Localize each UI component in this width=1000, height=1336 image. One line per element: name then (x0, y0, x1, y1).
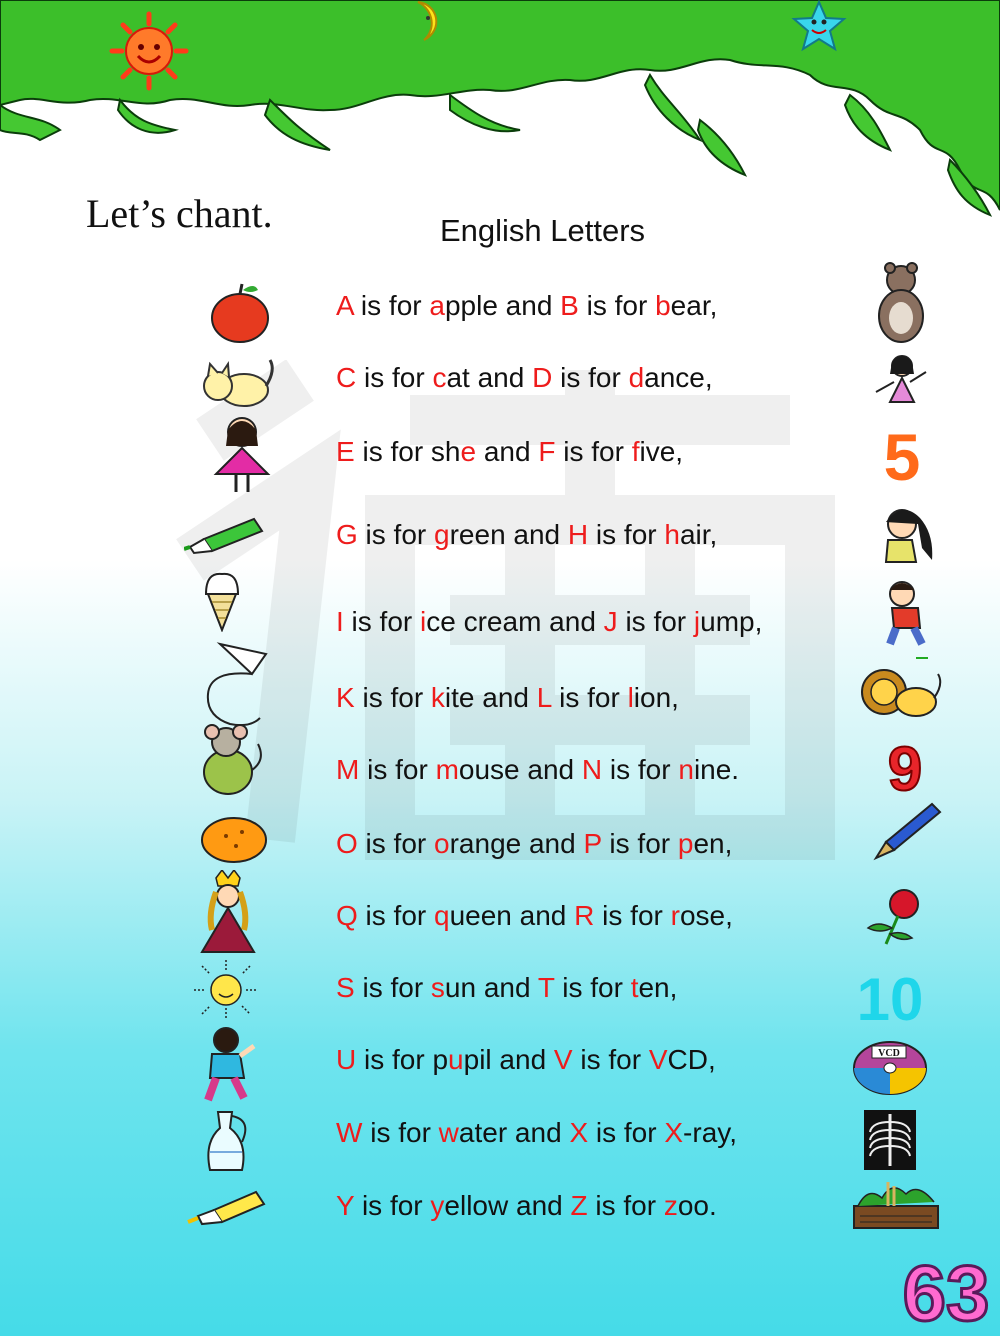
highlight-letter: S (336, 972, 355, 1003)
highlight-letter: M (336, 754, 360, 785)
cat-icon (196, 350, 276, 420)
line-text: ump, (700, 606, 763, 637)
line-text: is for (578, 290, 656, 321)
chant-line (336, 362, 713, 394)
highlight-letter: H (567, 519, 589, 550)
line-text: is for (555, 436, 632, 467)
line-text: ellow and (444, 1190, 571, 1221)
highlight-letter: i (420, 606, 427, 637)
highlight-letter: R (574, 900, 595, 931)
chant-line (336, 900, 733, 932)
line-text: pil and (463, 1044, 554, 1075)
highlight-letter: B (560, 290, 579, 321)
line-text: pple and (444, 290, 561, 321)
crescent-moon-icon (398, 0, 446, 42)
line-text: ueen and (449, 900, 575, 931)
line-text: ear, (670, 290, 718, 321)
highlight-letter: m (435, 754, 459, 785)
highlight-letter: j (693, 606, 701, 637)
chant-line (336, 682, 679, 714)
highlight-letter: p (677, 828, 694, 859)
lets-chant-heading: Let’s chant. (86, 191, 273, 236)
line-text: ce cream and (426, 606, 604, 637)
chant-line (336, 1044, 716, 1076)
highlight-letter: F (538, 436, 556, 467)
line-text: ive, (639, 436, 684, 467)
line-text: is for (552, 362, 629, 393)
chant-line (336, 754, 739, 786)
line-text: is for (357, 828, 435, 859)
chant-line (336, 290, 717, 322)
number-five-icon (872, 422, 932, 488)
line-text: is for (356, 362, 433, 393)
bear-icon (870, 260, 932, 348)
highlight-letter: T (537, 972, 555, 1003)
line-text: reen and (449, 519, 568, 550)
highlight-letter: D (532, 362, 553, 393)
lion-icon (860, 664, 944, 722)
highlight-letter: W (336, 1117, 363, 1148)
highlight-letter: U (336, 1044, 357, 1075)
highlight-letter: E (336, 436, 355, 467)
smiling-star-icon (790, 0, 848, 52)
highlight-letter: Y (336, 1190, 355, 1221)
number-nine-text: 9 (887, 735, 923, 796)
apple-icon (206, 280, 286, 350)
line-text: ite and (444, 682, 537, 713)
orange-icon (196, 806, 276, 876)
chant-line (336, 1117, 737, 1149)
chant-line (336, 1190, 717, 1222)
jumping-boy-icon (872, 578, 944, 662)
line-text: oo. (677, 1190, 717, 1221)
line-text: is for (554, 972, 631, 1003)
line-text: is for (354, 682, 431, 713)
line-text: is for (359, 754, 436, 785)
highlight-letter: G (336, 519, 358, 550)
highlight-letter: y (430, 1190, 445, 1221)
page-number (898, 1250, 994, 1330)
highlight-letter: s (430, 972, 445, 1003)
chant-line (336, 519, 717, 551)
sun-icon (194, 960, 258, 1020)
line-text: ater and (458, 1117, 570, 1148)
highlight-letter: t (630, 972, 639, 1003)
highlight-letter: o (434, 828, 450, 859)
line-text: range and (449, 828, 584, 859)
line-text: CD, (667, 1044, 716, 1075)
green-paint-tube-icon (184, 505, 270, 575)
dancing-girl-icon (870, 352, 932, 418)
highlight-letter: b (655, 290, 671, 321)
highlight-letter: V (553, 1044, 573, 1075)
water-jug-icon (198, 1108, 254, 1174)
highlight-letter: X (569, 1117, 589, 1148)
girl-hair-icon (872, 500, 942, 572)
highlight-letter: K (336, 682, 355, 713)
highlight-letter: d (628, 362, 645, 393)
line-text: is for (362, 1117, 439, 1148)
line-text: at and (446, 362, 533, 393)
line-text: is for p (356, 1044, 449, 1075)
line-text: is for (343, 606, 421, 637)
line-text: is for sh (354, 436, 461, 467)
highlight-letter: g (434, 519, 450, 550)
pupil-icon (192, 1024, 262, 1108)
girl-icon (202, 412, 282, 502)
highlight-letter: N (581, 754, 603, 785)
highlight-letter: l (627, 682, 634, 713)
line-text: ion, (633, 682, 679, 713)
highlight-letter: r (670, 900, 680, 931)
line-text: -ray, (683, 1117, 737, 1148)
highlight-letter: a (429, 290, 445, 321)
highlight-letter: O (336, 828, 358, 859)
line-text: is for (551, 682, 628, 713)
highlight-letter: f (631, 436, 640, 467)
line-text: is for (588, 519, 665, 550)
kite-icon (200, 640, 272, 730)
highlight-letter: L (536, 682, 552, 713)
highlight-letter: c (432, 362, 447, 393)
line-text: is for (357, 900, 435, 931)
highlight-letter: X (664, 1117, 684, 1148)
line-text: en, (638, 972, 678, 1003)
line-text: is for (354, 1190, 431, 1221)
yellow-paint-tube-icon (184, 1186, 270, 1236)
line-text: ance, (644, 362, 713, 393)
chant-line (336, 606, 762, 638)
highlight-letter: q (434, 900, 450, 931)
chant-title: English Letters (440, 213, 646, 248)
line-text: is for (572, 1044, 649, 1075)
highlight-letter: J (603, 606, 618, 637)
zoo-icon (848, 1176, 944, 1232)
ice-cream-icon (198, 568, 246, 632)
rose-icon (862, 886, 934, 948)
line-text: en, (693, 828, 733, 859)
mouse-icon (186, 720, 270, 804)
page-number-text: 63 (902, 1250, 990, 1330)
line-text: un and (444, 972, 538, 1003)
highlight-letter: V (648, 1044, 668, 1075)
line-text: ose, (679, 900, 733, 931)
highlight-letter: A (336, 290, 354, 321)
line-text: is for (353, 290, 430, 321)
line-text: is for (617, 606, 694, 637)
line-text: is for (587, 1190, 664, 1221)
chant-line (336, 436, 683, 468)
number-ten-text: 10 (856, 966, 924, 1026)
line-text: is for (602, 754, 679, 785)
line-text: air, (679, 519, 718, 550)
line-text: ouse and (458, 754, 582, 785)
number-ten-icon (848, 966, 932, 1026)
highlight-letter: P (583, 828, 602, 859)
line-text: is for (354, 972, 431, 1003)
highlight-letter: w (438, 1117, 459, 1148)
smiling-sun-icon (108, 10, 190, 92)
highlight-letter: u (448, 1044, 464, 1075)
line-text: is for (601, 828, 678, 859)
vcd-disc-icon (852, 1040, 928, 1096)
number-nine-icon (880, 734, 930, 796)
highlight-letter: Q (336, 900, 358, 931)
highlight-letter: C (336, 362, 357, 393)
vcd-label: VCD (878, 1048, 900, 1059)
line-text: is for (588, 1117, 665, 1148)
pen-icon (870, 800, 944, 862)
line-text: ine. (693, 754, 740, 785)
x-ray-icon (862, 1108, 918, 1172)
chant-line (336, 972, 677, 1004)
line-text: is for (594, 900, 671, 931)
highlight-letter: z (663, 1190, 678, 1221)
highlight-letter: k (430, 682, 445, 713)
highlight-letter: I (336, 606, 344, 637)
line-text: and (476, 436, 539, 467)
highlight-letter: Z (570, 1190, 588, 1221)
number-five-text: 5 (883, 422, 921, 488)
chant-line (336, 828, 732, 860)
highlight-letter: h (664, 519, 680, 550)
line-text: is for (357, 519, 435, 550)
highlight-letter: e (460, 436, 477, 467)
queen-icon (188, 870, 268, 954)
highlight-letter: n (678, 754, 694, 785)
